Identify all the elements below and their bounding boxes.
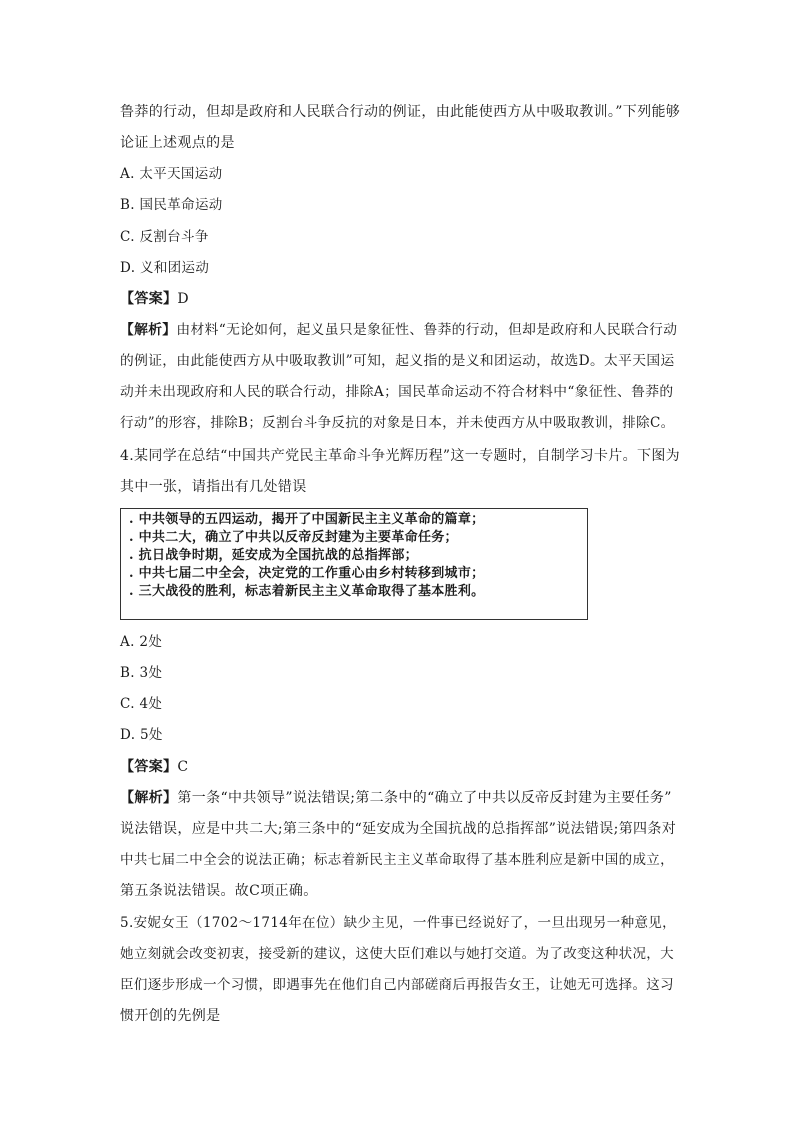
question-3-stem-line: 鲁莽的行动，但却是政府和人民联合行动的例证，由此能使西方从中吸取教训。”下列能够 (120, 104, 681, 120)
question-5-stem-line: 5.安妮女王（1702～1714年在位）缺少主见，一件事已经说好了，一旦出现另一种意见， (120, 915, 676, 931)
card-item: . 中共七届二中全会，决定党的工作重心由乡村转移到城市； (129, 566, 485, 581)
question-3-analysis-line: 行动”的形容，排除B；反割台斗争反抗的对象是日本，并未使西方从中吸取教训，排除C。 (120, 415, 675, 431)
question-4-analysis-line: 中共七届二中全会的说法正确；标志着新民主主义革命取得了基本胜利应是新中国的成立， (120, 852, 674, 868)
analysis-text: 第一条“中共领导”说法错误;第二条中的“确立了中共以反帝反封建为主要任务” (177, 790, 672, 806)
question-4-option-d: D. 5处 (120, 727, 163, 743)
question-4-option-c: C. 4处 (120, 696, 163, 712)
analysis-label: 【解析】 (120, 790, 178, 806)
question-3-stem-line: 论证上述观点的是 (120, 135, 235, 151)
question-3-analysis-line: 的例证，由此能使西方从中吸取教训”可知，起义指的是义和团运动，故选D。太平天国运 (120, 353, 675, 369)
question-4-stem-line: 其中一张，请指出有几处错误 (120, 479, 307, 495)
question-4-answer (120, 757, 188, 777)
question-3-analysis-line: 动并未出现政府和人民的联合行动，排除A；国民革命运动不符合材料中“象征性、鲁莽的 (120, 384, 674, 400)
card-item: . 抗日战争时期，延安成为全国抗战的总指挥部； (129, 548, 418, 563)
question-5-stem-line: 她立刻就会改变初衷，接受新的建议，这使大臣们难以与她打交道。为了改变这种状况，大 (120, 946, 674, 962)
answer-value: C (177, 759, 189, 775)
analysis-label: 【解析】 (120, 322, 177, 338)
answer-value: D (177, 291, 189, 307)
question-5-stem-line: 惯开创的先例是 (120, 1008, 221, 1024)
question-3-option-d: D. 义和团运动 (120, 260, 210, 276)
question-3-option-c: C. 反割台斗争 (120, 229, 209, 245)
analysis-text: 由材料“无论如何，起义虽只是象征性、鲁莽的行动，但却是政府和人民联合行动 (176, 322, 678, 338)
answer-label: 【答案】 (120, 291, 178, 307)
card-item: . 三大战役的胜利，标志着新民主主义革命取得了基本胜利。 (129, 584, 485, 599)
card-item: . 中共领导的五四运动，揭开了中国新民主主义革命的篇章； (129, 512, 485, 527)
question-5-stem-line: 臣们逐步形成一个习惯，即遇事先在他们自己内部磋商后再报告女王，让她无可选择。这习 (120, 977, 674, 993)
study-card (120, 508, 588, 620)
question-4-stem-line: 4.某同学在总结“中国共产党民主革命斗争光辉历程”这一专题时，自制学习卡片。下图为 (120, 448, 681, 464)
question-4-analysis-line: 第五条说法错误。故C项正确。 (120, 883, 318, 899)
question-4-option-a: A. 2处 (120, 634, 163, 650)
question-4-option-b: B. 3处 (120, 665, 163, 681)
question-4-analysis-line: 说法错误，应是中共二大;第三条中的“延安成为全国抗战的总指挥部”说法错误;第四条对 (120, 821, 677, 837)
answer-label: 【答案】 (120, 759, 178, 775)
card-item: . 中共二大，确立了中共以反帝反封建为主要革命任务； (129, 530, 458, 545)
question-3-answer (120, 289, 189, 309)
question-3-analysis-line (120, 320, 677, 340)
question-3-option-a: A. 太平天国运动 (120, 166, 223, 182)
question-3-option-b: B. 国民革命运动 (120, 197, 223, 213)
question-4-analysis-line (120, 788, 672, 808)
